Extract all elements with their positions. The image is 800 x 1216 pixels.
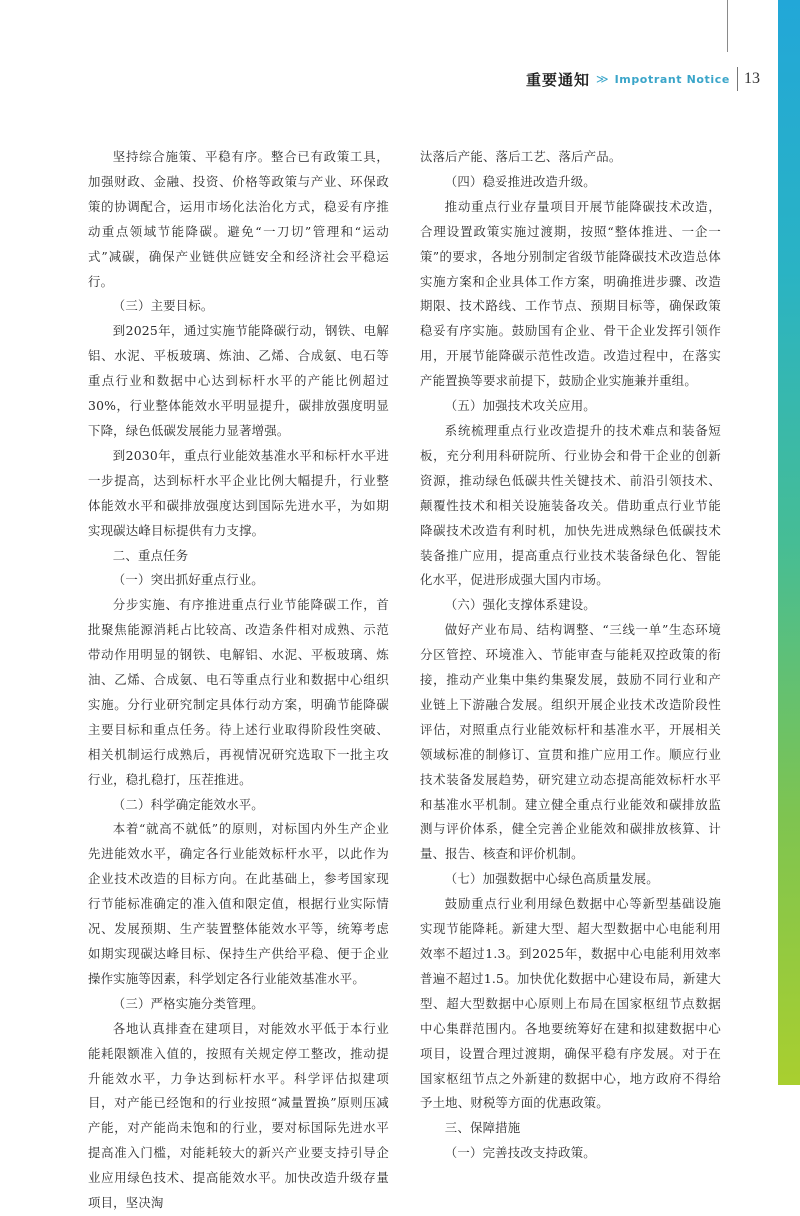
paragraph: 各地认真排查在建项目，对能效水平低于本行业能耗限额准入值的，按照有关规定停工整改，推动提升能效水平，力争达到标杆水平。科学评估拟建项目，对产能已经饱和的行业按照“减量置换”原则压减产能，对产能尚未饱和的行业，要对标国际先进水平提高准入门槛，对能耗较大的新兴产业要支持引导企业应用绿色技术、提高能效水平。加快改造升级存量项目，坚决淘 <box>88 1020 389 1211</box>
paragraph: 分步实施、有序推进重点行业节能降碳工作，首批聚焦能源消耗占比较高、改造条件相对成熟、示范带动作用明显的钢铁、电解铝、水泥、平板玻璃、炼油、乙烯、合成氨、电石等重点行业和数据中心组织实施。分行业研究制定具体行动方案，明确节能降碳主要目标和重点任务。待上述行业取得阶段性突破、相关机制运行成熟后，再视情况研究选取下一批主攻行业，稳扎稳打，压茬推进。 <box>88 597 389 787</box>
subsection-heading: （六）强化支撑体系建设。 <box>444 597 596 613</box>
paragraph: 到2025年，通过实施节能降碳行动，钢铁、电解铝、水泥、平板玻璃、炼油、乙烯、合成氨、电石等重点行业和数据中心达到标杆水平的产能比例超过30%，行业整体能效水平明显提升，碳排放强度明显下降，绿色低碳发展能力显著增强。 <box>88 323 389 438</box>
page-header <box>526 66 760 92</box>
section-title-english: Impotrant Notice <box>614 72 730 86</box>
section-title: 重要通知 <box>526 70 591 89</box>
subsection-heading: （三）严格实施分类管理。 <box>112 995 264 1011</box>
paragraph: 系统梳理重点行业改造提升的技术难点和装备短板，充分利用科研院所、行业协会和骨干企业的创新资源，推动绿色低碳共性关键技术、前沿引领技术、颠覆性技术和相关设施装备攻关。借助重点行业节能降碳技术改造有利时机，加快先进成熟绿色低碳技术装备推广应用，提高重点行业技术装备绿色化、智能化水平，促进形成强大国内市场。 <box>420 422 721 588</box>
subsection-heading: （七）加强数据中心绿色高质量发展。 <box>444 871 659 887</box>
paragraph-continuation: 汰落后产能、落后工艺、落后产品。 <box>420 149 622 164</box>
subsection-heading: （五）加强技术攻关应用。 <box>444 398 596 414</box>
header-divider <box>737 67 738 91</box>
right-text-column <box>420 145 721 1166</box>
section-heading: 二、重点任务 <box>112 547 189 563</box>
paragraph: 坚持综合施策、平稳有序。整合已有政策工具，加强财政、金融、投资、价格等政策与产业、环保政策的协调配合，运用市场化法治化方式，稳妥有序推动重点领域节能降碳。避免“一刀切”管理和“运动式”减碳，确保产业链供应链安全和经济社会平稳运行。 <box>88 149 389 289</box>
paragraph: 到2030年，重点行业能效基准水平和标杆水平进一步提高，达到标杆水平企业比例大幅提升，行业整体能效水平和碳排放强度达到国际先进水平，为如期实现碳达峰目标提供有力支撑。 <box>88 447 389 538</box>
paragraph: 做好产业布局、结构调整、“三线一单”生态环境分区管控、环境准入、节能审查与能耗双控政策的衔接，推动产业集中集约集聚发展，鼓励不同行业和产业链上下游融合发展。组织开展企业技术改造阶段性评估，对照重点行业能效标杆和基准水平，开展相关领域标准的制修订、宣贯和推广应用工作。顺应行业技术装备发展趋势，研究建立动态提高能效标杆水平和基准水平机制。建立健全重点行业能效和碳排放监测与评价体系，健全完善企业能效和碳排放核算、计量、报告、核查和评价机制。 <box>420 622 721 862</box>
subsection-heading: （三）主要目标。 <box>112 298 214 314</box>
decorative-gradient-bar <box>778 0 800 1085</box>
subsection-heading: （一）突出抓好重点行业。 <box>112 572 264 588</box>
paragraph: 推动重点行业存量项目开展节能降碳技术改造，合理设置政策实施过渡期，按照“整体推进、一企一策”的要求，各地分别制定省级节能降碳技术改造总体实施方案和企业具体工作方案，明确推进步骤、改造期限、技术路线、工作节点、预期目标等，确保政策稳妥有序实施。鼓励国有企业、骨干企业发挥引领作用，开展节能降碳示范性改造。改造过程中，在落实产能置换等要求前提下，鼓励企业实施兼并重组。 <box>420 198 721 389</box>
section-heading: 三、保障措施 <box>444 1120 521 1136</box>
subsection-heading: （四）稳妥推进改造升级。 <box>444 173 596 189</box>
subsection-heading: （二）科学确定能效水平。 <box>112 796 264 812</box>
subsection-heading: （一）完善技改支持政策。 <box>444 1145 596 1161</box>
paragraph: 鼓励重点行业利用绿色数据中心等新型基础设施实现节能降耗。新建大型、超大型数据中心电能利用效率不超过1.3。到2025年，数据中心电能利用效率普遍不超过1.5。加快优化数据中心建设布局，新建大型、超大型数据中心原则上布局在国家枢纽节点数据中心集群范围内。各地要统筹好在建和拟建数据中心项目，设置合理过渡期，确保平稳有序发展。对于在国家枢纽节点之外新建的数据中心，地方政府不得给予土地、财税等方面的优惠政策。 <box>420 896 721 1111</box>
double-chevron-icon: ≫ <box>596 72 609 86</box>
top-divider-line <box>727 0 728 52</box>
left-text-column <box>88 145 389 1216</box>
paragraph: 本着“就高不就低”的原则，对标国内外生产企业先进能效水平，确定各行业能效标杆水平，以此作为企业技术改造的目标方向。在此基础上，参考国家现行节能标准确定的准入值和限定值，根据行业实际情况、发展预期、生产装置整体能效水平等，统筹考虑如期实现碳达峰目标、保持生产供给平稳、便于企业操作实施等因素，科学划定各行业能效基准水平。 <box>88 821 389 986</box>
page-number: 13 <box>743 70 760 87</box>
